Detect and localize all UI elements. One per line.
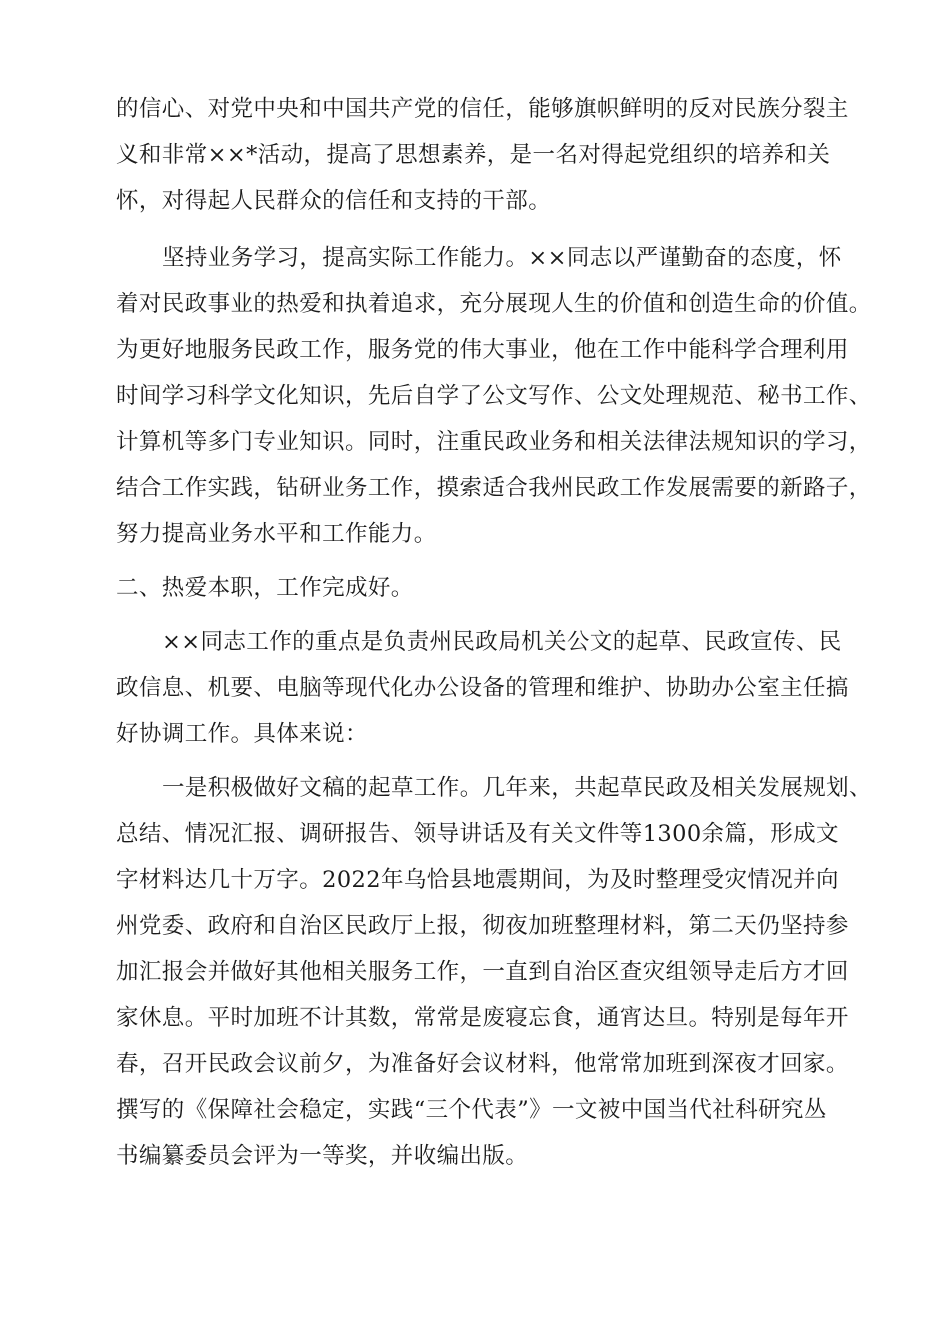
body-text-line: 州党委、政府和自治区民政厅上报，彻夜加班整理材料，第二天仍坚持参 bbox=[116, 913, 849, 939]
body-text-line: 好协调工作。具体来说： bbox=[116, 721, 368, 747]
body-text-line: 怀，对得起人民群众的信任和支持的干部。 bbox=[116, 188, 552, 214]
body-text-line: 坚持业务学习，提高实际工作能力。××同志以严谨勤奋的态度，怀 bbox=[162, 245, 842, 271]
body-text-line: 字材料达几十万字。2022年乌恰县地震期间，为及时整理受灾情况并向 bbox=[116, 867, 839, 893]
body-text-line: ××同志工作的重点是负责州民政局机关公文的起草、民政宣传、民 bbox=[162, 629, 842, 655]
body-text-line: 的信心、对党中央和中国共产党的信任，能够旗帜鲜明的反对民族分裂主 bbox=[116, 96, 849, 122]
body-text-line: 计算机等多门专业知识。同时，注重民政业务和相关法律法规知识的学习， bbox=[116, 429, 872, 455]
body-text-line: 结合工作实践，钻研业务工作，摸索适合我州民政工作发展需要的新路子， bbox=[116, 475, 872, 501]
body-text-line: 春，召开民政会议前夕，为准备好会议材料，他常常加班到深夜才回家。 bbox=[116, 1051, 849, 1077]
body-text-line: 总结、情况汇报、调研报告、领导讲话及有关文件等1300余篇，形成文 bbox=[116, 821, 839, 847]
body-text-line: 撰写的《保障社会稳定，实践“三个代表”》一文被中国当代社科研究丛 bbox=[116, 1097, 827, 1123]
body-text-line: 为更好地服务民政工作，服务党的伟大事业，他在工作中能科学合理利用 bbox=[116, 337, 849, 363]
body-text-line: 家休息。平时加班不计其数，常常是废寝忘食，通宵达旦。特别是每年开 bbox=[116, 1005, 849, 1031]
body-text-line: 义和非常××*活动，提高了思想素养，是一名对得起党组织的培养和关 bbox=[116, 142, 831, 168]
body-text-line: 书编纂委员会评为一等奖，并收编出版。 bbox=[116, 1143, 529, 1169]
body-text-line: 时间学习科学文化知识，先后自学了公文写作、公文处理规范、秘书工作、 bbox=[116, 383, 872, 409]
body-text-line: 着对民政事业的热爱和执着追求，充分展现人生的价值和创造生命的价值。 bbox=[116, 291, 872, 317]
body-text-line: 一是积极做好文稿的起草工作。几年来，共起草民政及相关发展规划、 bbox=[162, 775, 872, 801]
body-text-line: 努力提高业务水平和工作能力。 bbox=[116, 521, 437, 547]
body-text-line: 加汇报会并做好其他相关服务工作，一直到自治区查灾组领导走后方才回 bbox=[116, 959, 849, 985]
body-text-line: 政信息、机要、电脑等现代化办公设备的管理和维护、协助办公室主任搞 bbox=[116, 675, 849, 701]
section-heading: 二、热爱本职，工作完成好。 bbox=[116, 575, 414, 601]
